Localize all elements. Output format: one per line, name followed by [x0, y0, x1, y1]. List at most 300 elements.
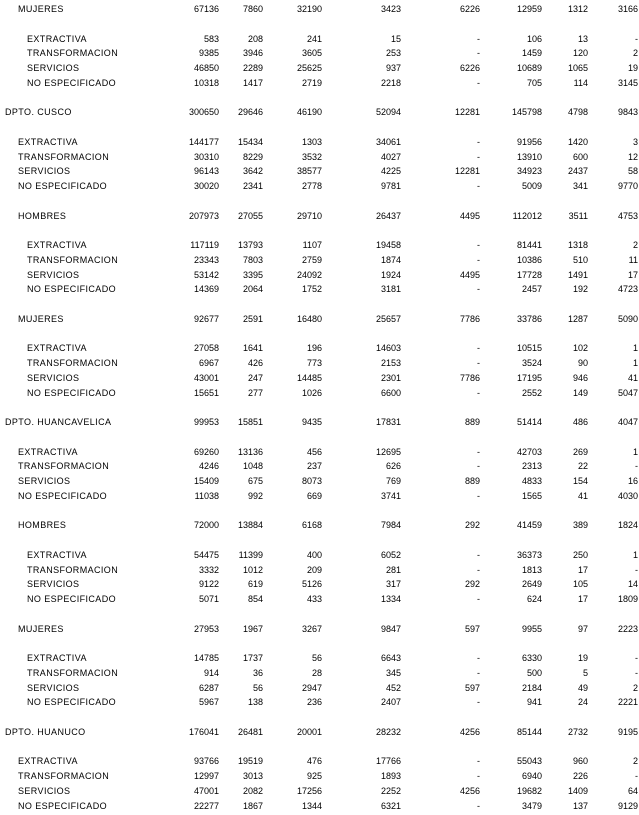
cell-value: 400 [306, 549, 322, 560]
statistics-table [0, 2, 639, 813]
cell-value: 1344 [301, 800, 322, 811]
cell-value: 6168 [301, 520, 322, 531]
cell-value: 773 [306, 358, 322, 368]
cell-value: 946 [572, 372, 588, 383]
cell-value: 914 [203, 667, 219, 678]
cell-value: 5071 [198, 594, 219, 604]
cell-value: 237 [306, 461, 322, 472]
cell-value: 29646 [237, 107, 263, 118]
cell-value: - [477, 771, 480, 781]
cell-value: - [635, 33, 638, 44]
cell-value: 6967 [198, 358, 219, 368]
table-row [0, 489, 639, 504]
table-row [0, 445, 639, 460]
row-label: SERVICIOS [27, 63, 80, 73]
cell-value: 14785 [193, 653, 219, 663]
cell-value: 25625 [296, 63, 322, 73]
table-row [0, 150, 639, 165]
cell-value: 2591 [242, 313, 263, 324]
cell-value: - [477, 594, 480, 604]
cell-value: 12695 [375, 446, 401, 457]
cell-value: 5126 [301, 579, 322, 590]
blank-row [0, 636, 639, 651]
cell-value: 2649 [521, 579, 542, 590]
cell-value: 19 [627, 63, 638, 73]
cell-value: 3524 [521, 358, 542, 368]
cell-value: 6940 [521, 771, 542, 781]
row-label: SERVICIOS [18, 785, 71, 796]
row-label: NO ESPECIFICADO [27, 697, 117, 708]
cell-value: 16 [627, 476, 638, 486]
cell-value: 4256 [459, 785, 480, 796]
row-label: EXTRACTIVA [18, 756, 78, 767]
cell-value: 25657 [375, 313, 401, 324]
cell-value: 13136 [237, 446, 263, 457]
cell-value: 17831 [375, 417, 401, 427]
cell-value: 33786 [516, 313, 542, 324]
cell-value: 624 [526, 594, 542, 604]
cell-value: 23343 [193, 254, 219, 265]
cell-value: 1893 [380, 771, 401, 781]
cell-value: 4256 [459, 726, 480, 737]
cell-value: 1312 [567, 4, 588, 14]
table-row [0, 253, 639, 268]
cell-value: 97 [577, 623, 588, 634]
table-row [0, 651, 639, 666]
cell-value: 1491 [567, 269, 588, 280]
table-row [0, 46, 639, 61]
cell-value: 1737 [242, 653, 263, 663]
cell-value: 1565 [521, 490, 542, 501]
cell-value: 137 [572, 800, 588, 811]
cell-value: 1867 [242, 800, 263, 811]
cell-value: 24 [577, 697, 588, 708]
cell-value: 53142 [193, 269, 219, 280]
cell-value: - [477, 653, 480, 663]
cell-value: 56 [252, 682, 263, 693]
cell-value: 992 [247, 490, 263, 501]
cell-value: 17 [577, 594, 588, 604]
cell-value: 597 [464, 623, 480, 634]
cell-value: 13910 [516, 151, 542, 162]
table-row [0, 371, 639, 386]
table-row [0, 474, 639, 489]
blank-row [0, 327, 639, 342]
row-label: EXTRACTIVA [18, 136, 78, 147]
cell-value: 675 [247, 476, 263, 486]
cell-value: 241 [306, 33, 322, 44]
cell-value: 7984 [380, 520, 401, 531]
row-label: DPTO. HUANUCO [5, 726, 86, 737]
table-row [0, 341, 639, 356]
cell-value: 96143 [193, 166, 219, 177]
table-row [0, 681, 639, 696]
cell-value: 619 [247, 579, 263, 590]
table-row [0, 61, 639, 76]
blank-row [0, 223, 639, 238]
cell-value: 341 [572, 181, 588, 191]
cell-value: 6600 [380, 387, 401, 398]
table-row [0, 548, 639, 563]
cell-value: 56 [311, 653, 322, 663]
row-label: NO ESPECIFICADO [27, 284, 117, 295]
cell-value: 3423 [380, 4, 401, 14]
cell-value: 12959 [516, 4, 542, 14]
cell-value: 292 [464, 579, 480, 590]
cell-value: 15434 [237, 136, 263, 147]
cell-value: 15851 [237, 417, 263, 427]
blank-row [0, 533, 639, 548]
row-label: DPTO. HUANCAVELICA [5, 417, 112, 427]
row-label: HOMBRES [18, 520, 67, 531]
cell-value: 13884 [237, 520, 263, 531]
cell-value: 6643 [380, 653, 401, 663]
cell-value: 3605 [301, 48, 322, 59]
cell-value: 26481 [237, 726, 263, 737]
cell-value: - [477, 667, 480, 678]
cell-value: 2 [632, 240, 638, 250]
cell-value: 3013 [242, 771, 263, 781]
cell-value: - [477, 284, 480, 295]
cell-value: 2719 [301, 77, 322, 88]
cell-value: 91956 [516, 136, 542, 147]
cell-value: 17195 [516, 372, 542, 383]
cell-value: 2223 [617, 623, 638, 634]
cell-value: 22 [577, 461, 588, 472]
cell-value: 1417 [242, 77, 263, 88]
cell-value: 6287 [198, 682, 219, 693]
cell-value: - [635, 667, 638, 678]
cell-value: 14603 [375, 343, 401, 354]
row-label: MUJERES [18, 313, 64, 324]
cell-value: 106 [526, 33, 542, 44]
cell-value: 5967 [198, 697, 219, 708]
blank-row [0, 120, 639, 135]
cell-value: 13793 [237, 240, 263, 250]
cell-value: 149 [572, 387, 588, 398]
row-label: TRANSFORMACION [27, 358, 119, 368]
cell-value: 3642 [242, 166, 263, 177]
row-label: EXTRACTIVA [27, 33, 87, 44]
cell-value: 925 [306, 771, 322, 781]
cell-value: 12281 [454, 166, 480, 177]
cell-value: 24092 [296, 269, 322, 280]
cell-value: 854 [247, 594, 263, 604]
cell-value: 55043 [516, 756, 542, 767]
cell-value: 7803 [242, 254, 263, 265]
cell-value: 11038 [194, 490, 219, 501]
row-label: EXTRACTIVA [27, 653, 87, 663]
cell-value: 2 [632, 48, 638, 59]
cell-value: - [477, 358, 480, 368]
cell-value: 2313 [521, 461, 542, 472]
cell-value: 1026 [301, 387, 322, 398]
cell-value: 456 [306, 446, 322, 457]
cell-value: 1924 [380, 269, 401, 280]
row-label: TRANSFORMACION [18, 771, 110, 781]
cell-value: 7786 [459, 372, 480, 383]
cell-value: 6226 [459, 63, 480, 73]
cell-value: 5009 [521, 181, 542, 191]
table-row [0, 799, 639, 814]
cell-value: 69260 [193, 446, 219, 457]
table-row [0, 784, 639, 799]
cell-value: 250 [572, 549, 588, 560]
row-label: EXTRACTIVA [18, 446, 78, 457]
row-label: TRANSFORMACION [27, 564, 119, 575]
cell-value: 154 [572, 476, 588, 486]
cell-value: 10318 [193, 77, 219, 88]
cell-value: 2778 [301, 181, 322, 191]
blank-row [0, 710, 639, 725]
cell-value: 6226 [459, 4, 480, 14]
table-row [0, 459, 639, 474]
row-label: NO ESPECIFICADO [27, 77, 117, 88]
cell-value: 15 [390, 33, 401, 44]
cell-value: 2 [632, 756, 638, 767]
table-row [0, 754, 639, 769]
cell-value: 3532 [301, 151, 322, 162]
cell-value: 600 [572, 151, 588, 162]
cell-value: 10386 [516, 254, 542, 265]
cell-value: 51414 [516, 417, 542, 427]
table-row [0, 577, 639, 592]
table-row [0, 179, 639, 194]
cell-value: 1318 [567, 240, 588, 250]
table-row [0, 563, 639, 578]
row-label: NO ESPECIFICADO [27, 594, 117, 604]
row-label: EXTRACTIVA [27, 240, 87, 250]
cell-value: 247 [247, 372, 263, 383]
table-row [0, 622, 639, 637]
cell-value: 47001 [193, 785, 219, 796]
cell-value: 34923 [516, 166, 542, 177]
cell-value: - [477, 151, 480, 162]
cell-value: 1048 [242, 461, 263, 472]
cell-value: 3145 [617, 77, 638, 88]
cell-value: 19519 [237, 756, 263, 767]
cell-value: 269 [572, 446, 588, 457]
cell-value: - [477, 461, 480, 472]
cell-value: 17 [627, 269, 638, 280]
cell-value: 85144 [516, 726, 542, 737]
cell-value: 2153 [380, 358, 401, 368]
cell-value: - [477, 181, 480, 191]
cell-value: 1012 [242, 564, 263, 575]
cell-value: 138 [247, 697, 263, 708]
cell-value: 1 [632, 549, 638, 560]
cell-value: 2221 [617, 697, 638, 708]
cell-value: 81441 [516, 240, 542, 250]
cell-value: 5090 [617, 313, 638, 324]
cell-value: 2082 [242, 785, 263, 796]
cell-value: 13 [577, 33, 588, 44]
cell-value: 2184 [521, 682, 542, 693]
cell-value: 583 [203, 33, 219, 44]
cell-value: 4753 [617, 210, 638, 221]
cell-value: 889 [464, 417, 480, 427]
cell-value: 114 [573, 77, 588, 88]
cell-value: - [635, 461, 638, 472]
table-row [0, 209, 639, 224]
cell-value: 27058 [193, 343, 219, 354]
table-row [0, 135, 639, 150]
table-row [0, 238, 639, 253]
cell-value: 46190 [296, 107, 322, 118]
cell-value: 41 [627, 372, 638, 383]
cell-value: 6330 [521, 653, 542, 663]
cell-value: - [477, 800, 480, 811]
cell-value: 64 [627, 785, 638, 796]
cell-value: - [477, 48, 480, 59]
table-row [0, 666, 639, 681]
cell-value: 2437 [567, 166, 588, 177]
cell-value: 15409 [193, 476, 219, 486]
cell-value: - [477, 564, 480, 575]
cell-value: 452 [385, 682, 401, 693]
cell-value: 292 [464, 520, 480, 531]
cell-value: 93766 [193, 756, 219, 767]
table-row [0, 769, 639, 784]
cell-value: 253 [385, 48, 401, 59]
cell-value: 145798 [511, 107, 542, 118]
row-label: SERVICIOS [27, 269, 80, 280]
cell-value: 1287 [567, 313, 588, 324]
cell-value: 14485 [296, 372, 322, 383]
cell-value: 3166 [617, 4, 638, 14]
cell-value: 4495 [459, 269, 480, 280]
cell-value: 28232 [375, 726, 401, 737]
row-label: TRANSFORMACION [27, 48, 119, 59]
blank-row [0, 430, 639, 445]
cell-value: 41 [577, 490, 588, 501]
row-label: SERVICIOS [27, 372, 80, 383]
cell-value: 433 [306, 594, 322, 604]
cell-value: 2407 [380, 697, 401, 708]
cell-value: 3181 [380, 284, 401, 295]
row-label: SERVICIOS [27, 682, 80, 693]
cell-value: 597 [464, 682, 480, 693]
cell-value: 2289 [242, 63, 263, 73]
cell-value: 72000 [193, 520, 219, 531]
cell-value: 38577 [296, 166, 322, 177]
cell-value: 20001 [296, 726, 322, 737]
cell-value: 937 [385, 63, 401, 73]
cell-value: 192 [572, 284, 588, 295]
cell-value: 1409 [567, 785, 588, 796]
cell-value: 43001 [193, 372, 219, 383]
cell-value: - [477, 343, 480, 354]
cell-value: 6052 [380, 549, 401, 560]
cell-value: 510 [572, 254, 588, 265]
cell-value: 67136 [193, 4, 219, 14]
table-row [0, 356, 639, 371]
row-label: SERVICIOS [27, 579, 80, 590]
cell-value: 10689 [516, 63, 542, 73]
cell-value: - [635, 771, 638, 781]
cell-value: 8229 [242, 151, 263, 162]
cell-value: 2457 [521, 284, 542, 295]
cell-value: 317 [385, 579, 401, 590]
cell-value: 9843 [617, 107, 638, 118]
cell-value: 29710 [296, 210, 322, 221]
cell-value: 226 [572, 771, 588, 781]
cell-value: 208 [247, 33, 263, 44]
table-row [0, 695, 639, 710]
table-row [0, 2, 639, 17]
row-label: MUJERES [18, 623, 64, 634]
blank-row [0, 194, 639, 209]
cell-value: - [635, 653, 638, 663]
cell-value: 19682 [516, 785, 542, 796]
row-label: TRANSFORMACION [18, 151, 110, 162]
cell-value: 9122 [198, 579, 219, 590]
cell-value: 26437 [375, 210, 401, 221]
cell-value: 58 [627, 166, 638, 177]
cell-value: 9385 [198, 48, 219, 59]
cell-value: 1065 [567, 63, 588, 73]
cell-value: 5047 [617, 387, 638, 398]
cell-value: 22277 [193, 800, 219, 811]
cell-value: 92677 [193, 313, 219, 324]
table-row [0, 518, 639, 533]
blank-row [0, 607, 639, 622]
cell-value: 5 [582, 667, 588, 678]
cell-value: 3741 [380, 490, 401, 501]
cell-value: 1 [632, 343, 638, 354]
cell-value: 6321 [380, 800, 401, 811]
cell-value: 207973 [188, 210, 219, 221]
cell-value: 4027 [380, 151, 401, 162]
cell-value: 705 [526, 77, 542, 88]
cell-value: 426 [247, 358, 263, 368]
cell-value: 1459 [521, 48, 542, 59]
cell-value: 19 [577, 653, 588, 663]
cell-value: 2301 [380, 372, 401, 383]
cell-value: 9435 [301, 417, 322, 427]
cell-value: 389 [572, 520, 588, 531]
cell-value: 769 [385, 476, 401, 486]
cell-value: 4225 [380, 166, 401, 177]
cell-value: 3511 [568, 210, 588, 221]
cell-value: 960 [572, 756, 588, 767]
cell-value: 9129 [617, 800, 638, 811]
cell-value: 4030 [617, 490, 638, 501]
row-label: SERVICIOS [18, 476, 71, 486]
cell-value: 1 [632, 446, 638, 457]
cell-value: 1809 [617, 594, 638, 604]
cell-value: 345 [385, 667, 401, 678]
cell-value: 19458 [375, 240, 401, 250]
row-label: DPTO. CUSCO [5, 107, 72, 118]
table-row [0, 76, 639, 91]
cell-value: 9195 [617, 726, 638, 737]
cell-value: 15651 [193, 387, 219, 398]
cell-value: 102 [572, 343, 588, 354]
blank-row [0, 400, 639, 415]
cell-value: - [477, 387, 480, 398]
cell-value: 2 [632, 682, 638, 693]
cell-value: 10515 [516, 343, 542, 354]
cell-value: 11399 [238, 549, 263, 560]
cell-value: 2252 [380, 785, 401, 796]
cell-value: 36 [252, 667, 263, 678]
cell-value: 1107 [302, 240, 322, 250]
cell-value: 4246 [198, 461, 219, 472]
cell-value: 1874 [380, 254, 401, 265]
cell-value: 4723 [617, 284, 638, 295]
cell-value: 626 [385, 461, 401, 472]
